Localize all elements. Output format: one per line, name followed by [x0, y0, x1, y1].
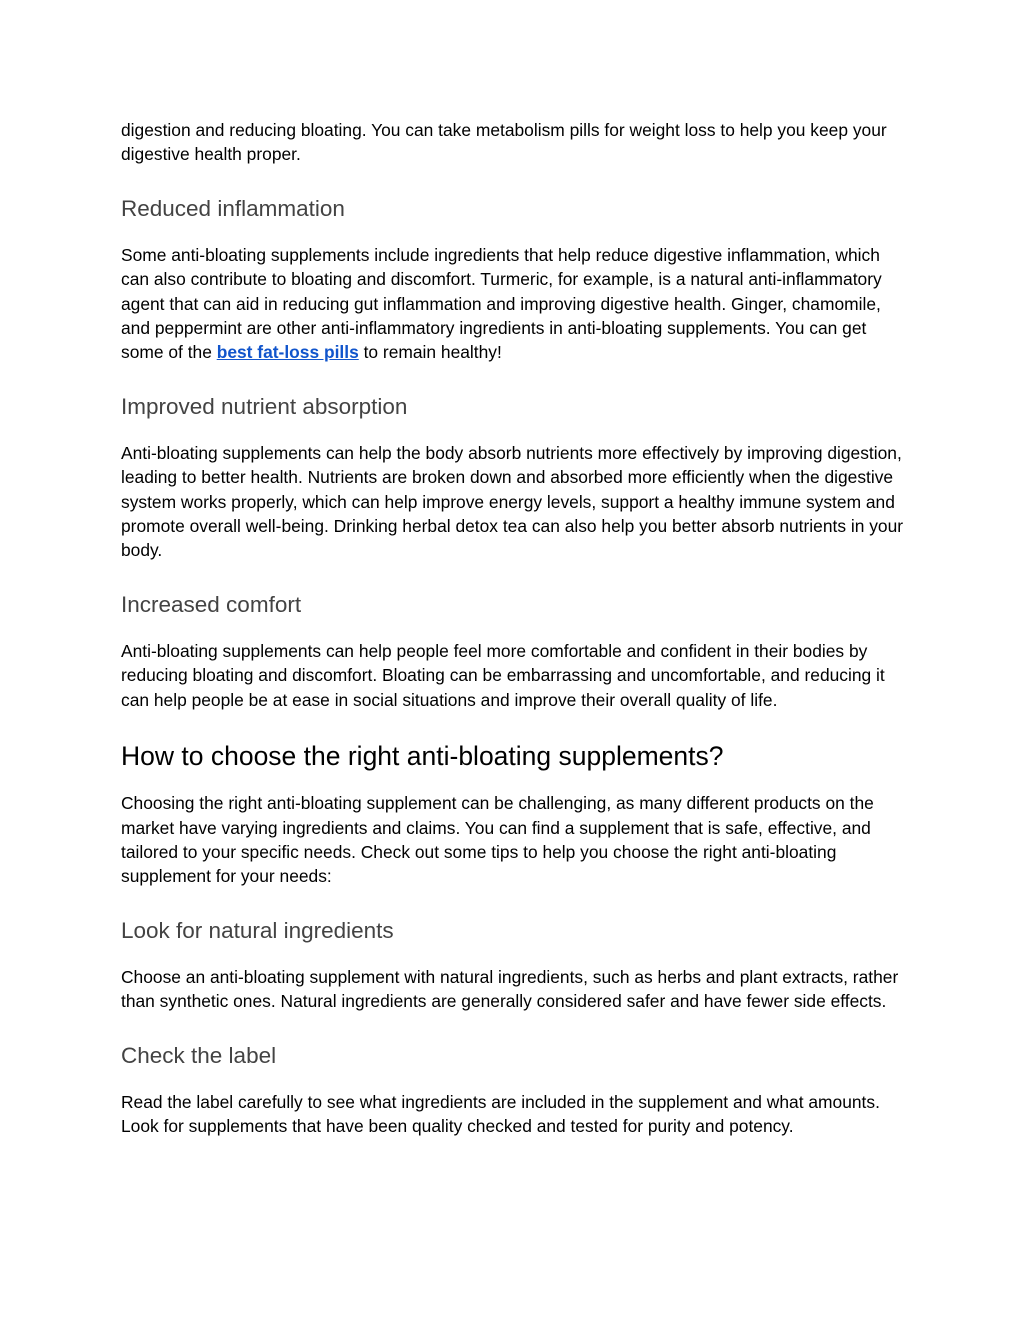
- heading-how-to-choose: How to choose the right anti-bloating supplements?: [121, 741, 724, 772]
- paragraph-how-to-choose: Choosing the right anti-bloating supplement can be challenging, as many different products on the market have varying ingredients and claims. You can find a supplement that is safe, effective, and tailored to your specific needs. Check out some tips to help you choose the right anti-bloating supplement for your needs:: [121, 793, 874, 887]
- best-fat-loss-pills-link[interactable]: best fat-loss pills: [216, 342, 359, 363]
- heading-reduced-inflammation: Reduced inflammation: [121, 195, 345, 221]
- heading-increased-comfort: Increased comfort: [121, 591, 302, 617]
- paragraph-reduced-inflammation: [121, 243, 911, 365]
- intro-paragraph: digestion and reducing bloating. You can take metabolism pills for weight loss to help you keep your digestive health proper.: [121, 120, 887, 165]
- heading-improved-nutrient-absorption: Improved nutrient absorption: [121, 393, 408, 419]
- paragraph-text: to remain healthy!: [358, 342, 502, 363]
- heading-look-for-natural-ingredients: Look for natural ingredients: [121, 917, 394, 943]
- document-page: [121, 118, 911, 1138]
- paragraph-check-the-label: Read the label carefully to see what ingredients are included in the supplement and what amounts. Look for supplements that have been quality checked and tested for purity and potency.: [121, 1091, 880, 1136]
- paragraph-text: Some anti-bloating supplements include ingredients that help reduce digestive inflammation, which can also contribute to bloating and discomfort. Turmeric, for example, is a natural anti-inflammatory agent that can aid in reducing gut inflammation and improving digestive health. Ginger, chamomile, and peppermint are other anti-inflammatory ingredients in anti-bloating supplements. You can get some of the: [121, 244, 882, 363]
- paragraph-natural-ingredients: Choose an anti-bloating supplement with natural ingredients, such as herbs and plant extracts, rather than synthetic ones. Natural ingredients are generally considered safer and have fewer side effects.: [121, 966, 899, 1012]
- paragraph-increased-comfort: Anti-bloating supplements can help people feel more comfortable and confident in their bodies by reducing bloating and discomfort. Bloating can be embarrassing and uncomfortable, and reducing it can help people be at ease in social situations and improve their overall quality of life.: [121, 640, 885, 710]
- heading-check-the-label: Check the label: [121, 1042, 277, 1068]
- paragraph-improved-nutrient-absorption: Anti-bloating supplements can help the body absorb nutrients more effectively by improving digestion, leading to better health. Nutrients are broken down and absorbed more efficiently when the digestive system works properly, which can help improve energy levels, support a healthy immune system and promote overall well-being. Drinking herbal detox tea can also help you better absorb nutrients in your body.: [121, 442, 904, 561]
